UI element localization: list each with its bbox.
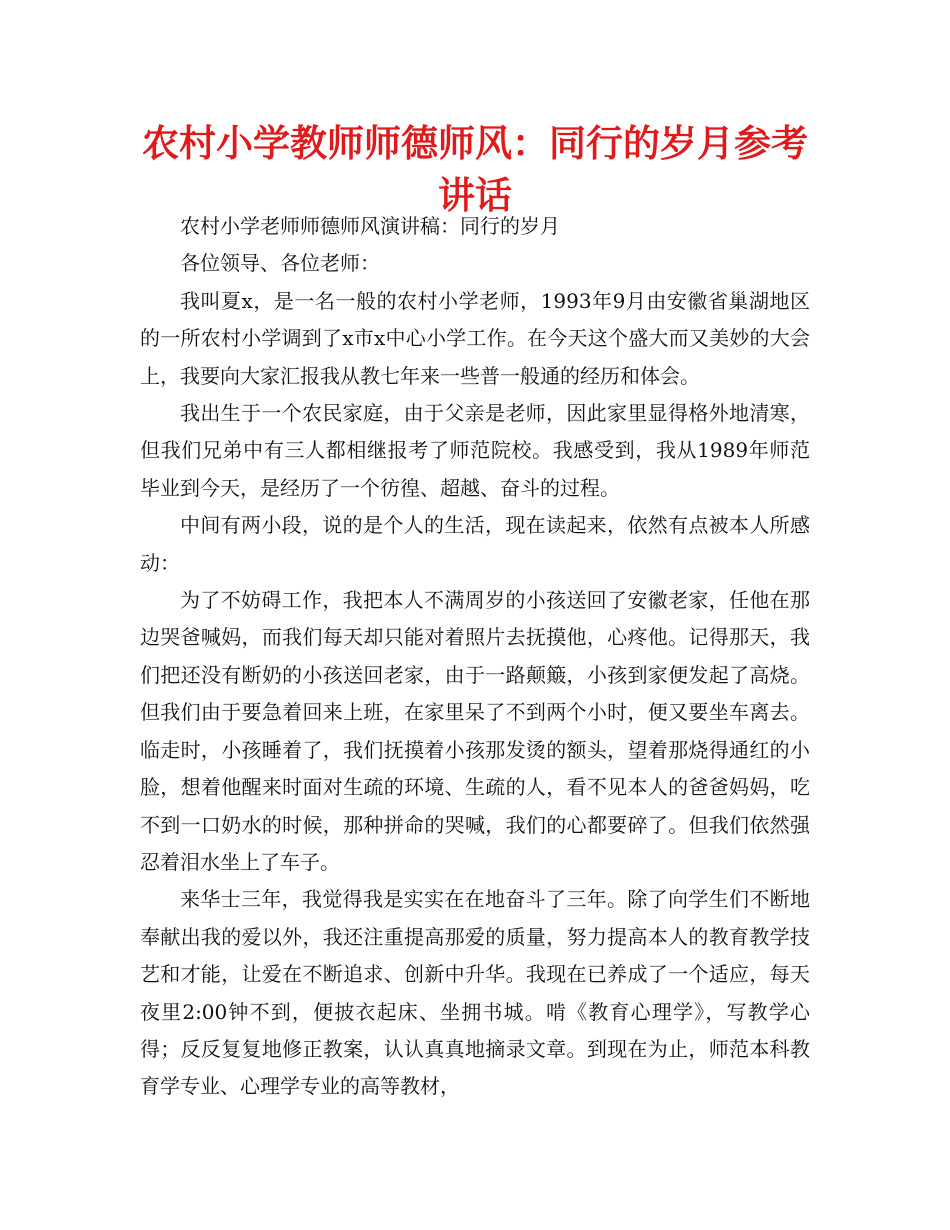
body-paragraph: 我出生于一个农民家庭，由于父亲是老师，因此家里显得格外地清寒，但我们兄弟中有三人都相继报考了师范院校。我感受到，我从1989年师范毕业到今天，是经历了一个彷徨、超越、奋斗的过程。	[140, 401, 810, 500]
salutation-paragraph: 各位领导、各位老师：	[180, 251, 380, 276]
body-paragraph: 为了不妨碍工作，我把本人不满周岁的小孩送回了安徽老家，任他在那边哭爸喊妈，而我们每天却只能对着照片去抚摸他，心疼他。记得那天，我们把还没有断奶的小孩送回老家，由于一路颠簸，小孩到家便发起了高烧。但我们由于要急着回来上班，在家里呆了不到两个小时，便又要坐车离去。临走时，小孩睡着了，我们抚摸着小孩那发烫的额头，望着那烧得通红的小脸，想着他醒来时面对生疏的环境、生疏的人，看不见本人的爸爸妈妈，吃不到一口奶水的时候，那种拼命的哭喊，我们的心都要碎了。但我们依然强忍着泪水坐上了车子。	[140, 588, 810, 874]
body-paragraph: 我叫夏x，是一名一般的农村小学老师，1993年9月由安徽省巢湖地区的一所农村小学调到了x市x中心小学工作。在今天这个盛大而又美妙的大会上，我要向大家汇报我从教七年来一些普一般通的经历和体会。	[140, 288, 810, 388]
body-paragraph: 中间有两小段，说的是个人的生活，现在读起来，依然有点被本人所感动：	[140, 513, 810, 575]
subtitle-paragraph: 农村小学老师师德师风演讲稿：同行的岁月	[180, 214, 560, 238]
document-title: 农村小学教师师德师风：同行的岁月参考讲话	[142, 122, 808, 217]
body-paragraph: 来华士三年，我觉得我是实实在在地奋斗了三年。除了向学生们不断地奉献出我的爱以外，我还注重提高那爱的质量，努力提高本人的教育教学技艺和才能，让爱在不断追求、创新中升华。我现在已养成了一个适应，每天夜里2:00钟不到，便披衣起床、坐拥书城。啃《教育心理学》，写教学心得；反反复复地修正教案，认认真真地摘录文章。到现在为止，师范本科教育学专业、心理学专业的高等教材，	[140, 887, 810, 1099]
document-body	[140, 208, 810, 1106]
